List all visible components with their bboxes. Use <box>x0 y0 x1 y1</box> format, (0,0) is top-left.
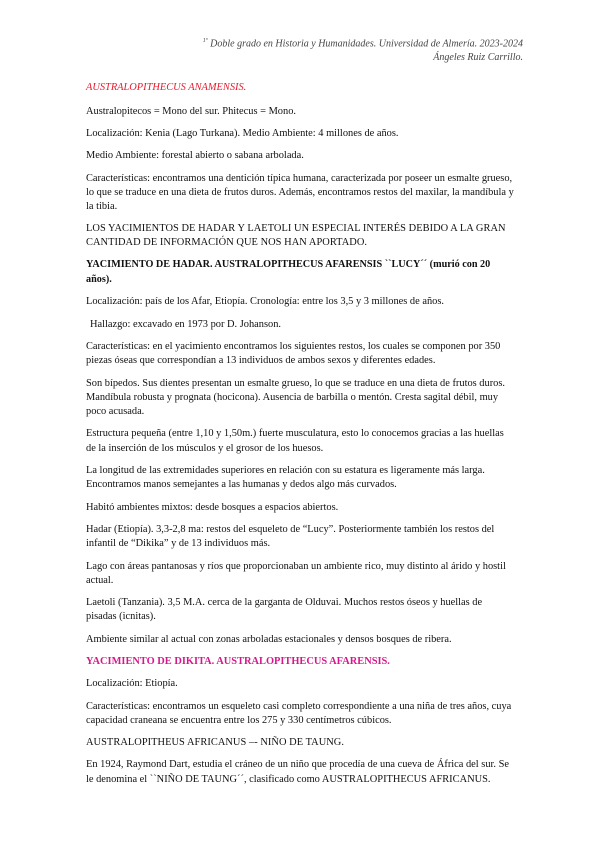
paragraph: Características: encontramos una dentición típica humana, caracterizada por poseer un esmalte grueso, lo que se traduce en una dieta de frutos duros. Además, encontramos restos del maxilar, la mandíbula y la tibia. <box>86 172 514 213</box>
paragraph: Características: encontramos un esqueleto casi completo correspondiente a una niña de tres años, cuya capacidad craneana se encuentra entre los 275 y 330 centímetros cúbicos. <box>86 700 512 726</box>
intro-caps-paragraph: LOS YACIMIENTOS DE HADAR Y LAETOLI UN ESPECIAL INTERÉS DEBIDO A LA GRAN CANTIDAD DE INFORMACIÓN QUE NOS HAN APORTADO. <box>86 223 506 249</box>
document-body <box>86 81 515 787</box>
paragraph: Medio Ambiente: forestal abierto o sabana arbolada. <box>86 150 304 162</box>
header-author: Ángeles Ruiz Carrillo. <box>433 52 523 64</box>
section-title-dikita: YACIMIENTO DE DIKITA. AUSTRALOPITHECUS AFARENSIS. <box>86 656 390 668</box>
paragraph: La longitud de las extremidades superiores en relación con su estatura es ligeramente más larga. Encontramos manos semejantes a las humanas y dedos algo más curvados. <box>86 465 485 491</box>
header-course-text: Doble grado en Historia y Humanidades. Universidad de Almería. 2023-2024 <box>207 38 523 50</box>
paragraph: Hallazgo: excavado en 1973 por D. Johanson. <box>90 318 282 330</box>
section-title-hadar: YACIMIENTO DE HADAR. AUSTRALOPITHECUS AFARENSIS ``LUCY´´ (murió con 20 años). <box>86 259 491 285</box>
paragraph: Lago con áreas pantanosas y ríos que proporcionaban un ambiente rico, muy distinto al árido y hostil actual. <box>86 560 506 586</box>
paragraph: Australopitecos = Mono del sur. Phitecus = Mono. <box>86 105 296 117</box>
header-course-line <box>86 34 523 51</box>
paragraph: Habitó ambientes mixtos: desde bosques a espacios abiertos. <box>86 501 339 513</box>
paragraph: Localización: país de los Afar, Etiopía. Cronología: entre los 3,5 y 3 millones de años. <box>86 296 444 308</box>
paragraph: Localización: Kenia (Lago Turkana). Medio Ambiente: 4 millones de años. <box>86 127 399 139</box>
section-title-anamensis: AUSTRALOPITHECUS ANAMENSIS. <box>86 82 247 94</box>
paragraph: Hadar (Etiopía). 3,3-2,8 ma: restos del esqueleto de “Lucy”. Posteriormente también los restos del infantil de “Dikika” y de 13 individuos más. <box>86 523 495 550</box>
section-title-africanus: AUSTRALOPITHEUS AFRICANUS –- NIÑO DE TAUNG. <box>86 737 345 749</box>
paragraph: Características: en el yacimiento encontramos los siguientes restos, los cuales se componen por 350 piezas óseas que correspondían a 13 individuos de ambos sexos y diferentes edades. <box>86 341 501 367</box>
paragraph: Son bípedos. Sus dientes presentan un esmalte grueso, lo que se traduce en una dieta de frutos duros. Mandíbula robusta y prognata (hocicona). Ausencia de barbilla o mentón. Cresta sagital débil, muy poco acusada. <box>86 377 505 418</box>
paragraph: En 1924, Raymond Dart, estudia el cráneo de un niño que procedía de una cueva de África del sur. Se le denomina el ``NIÑO DE TAUNG´´, clasificado como AUSTRALOPITHECUS AFRICANUS. <box>86 759 509 785</box>
header-course-superscript: 1º <box>202 38 208 44</box>
page-header <box>86 34 523 65</box>
paragraph: Ambiente similar al actual con zonas arboladas estacionales y densos bosques de ribera. <box>86 633 452 645</box>
paragraph: Estructura pequeña (entre 1,10 y 1,50m.) fuerte musculatura, esto lo conocemos gracias a las huellas de la inserción de los músculos y el grosor de los huesos. <box>86 428 504 454</box>
paragraph: Laetoli (Tanzania). 3,5 M.A. cerca de la garganta de Olduvai. Muchos restos óseos y huellas de pisadas (icnitas). <box>86 597 483 623</box>
paragraph: Localización: Etiopía. <box>86 678 178 690</box>
